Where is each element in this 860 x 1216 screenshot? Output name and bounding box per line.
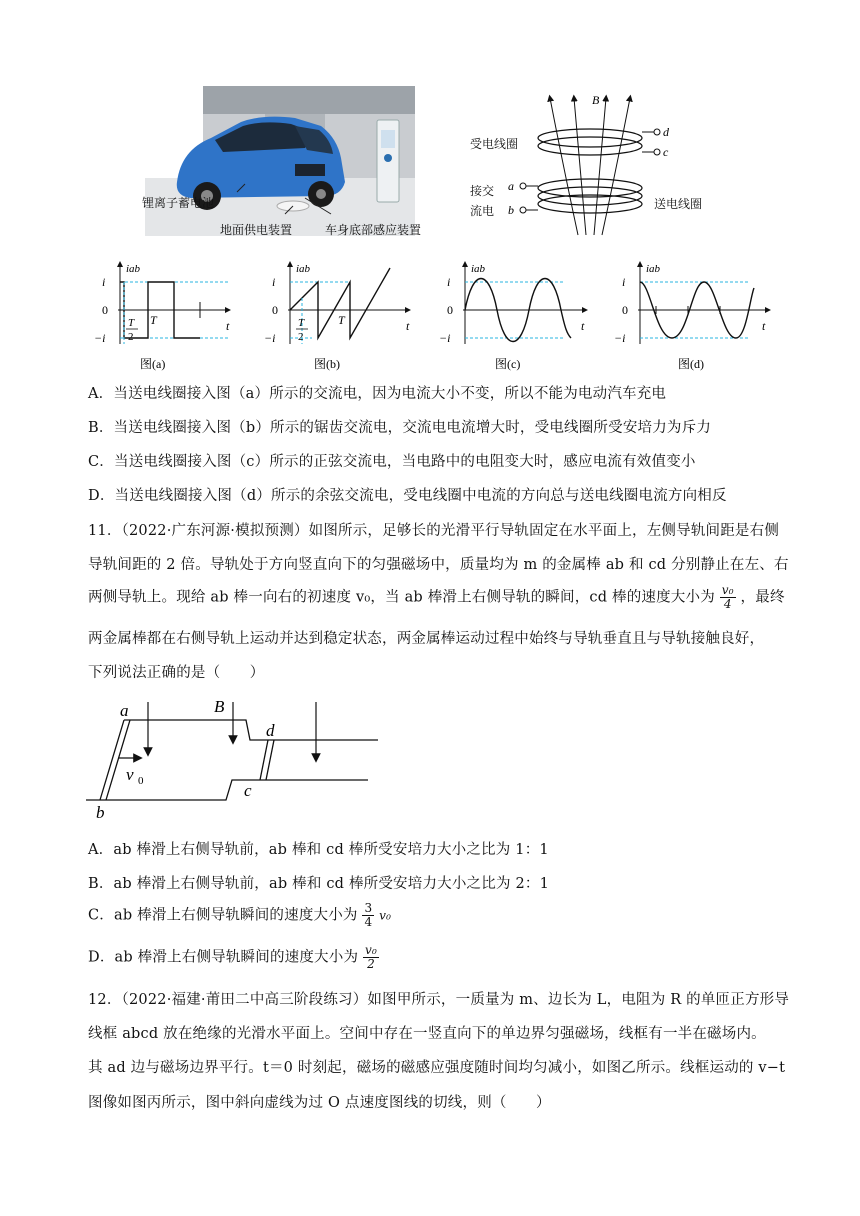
svg-text:t: t [406,319,410,333]
terminal-d: d [663,125,669,139]
caption-c: 图(c) [495,357,521,371]
svg-text:T: T [338,313,345,327]
svg-text:iab: iab [296,263,311,275]
svg-text:−i: −i [264,331,276,345]
caption-d: 图(d) [678,357,704,371]
q11-option-c [88,902,391,929]
svg-text:−i: −i [94,331,106,345]
car-illustration [145,86,415,236]
three-quarters-fraction: $\frac{3}{4}$ [364,901,373,929]
q11-stem-line3-text: 两侧导轨上。现给 ab 棒一向右的初速度 v₀，当 ab 棒滑上右侧导轨的瞬间，cd 棒的速度大小为 [88,589,715,606]
rails-drawing [80,692,390,822]
graph-b [264,263,410,371]
B-field-label: B [592,93,600,107]
q11-stem-line4: 两金属棒都在右侧导轨上运动并达到稳定状态，两金属棒运动过程中始终与导轨垂直且与导轨接触良好， [88,631,765,647]
svg-text:T: T [150,313,157,327]
svg-text:0: 0 [622,303,628,317]
ev-charging-photo [142,86,422,237]
q11-option-c-text: C．ab 棒滑上右侧导轨瞬间的速度大小为 [88,907,358,924]
terminal-b: b [508,203,514,217]
svg-text:iab: iab [646,263,661,275]
svg-text:t: t [762,319,766,333]
graph-a [94,263,230,371]
svg-text:iab: iab [126,263,141,275]
graphs-row [80,258,780,376]
svg-text:i: i [447,275,451,289]
caption-a: 图(a) [140,357,166,371]
svg-text:−i: −i [614,331,626,345]
svg-text:T: T [128,317,135,329]
svg-text:2: 2 [128,331,134,343]
label-B: B [214,697,225,716]
q11-option-b: B．ab 棒滑上右侧导轨前，ab 棒和 cd 棒所受安培力大小之比为 2：1 [88,876,550,892]
q10-option-a: A．当送电线圈接入图（a）所示的交流电，因为电流大小不变，所以不能为电动汽车充电 [88,386,667,402]
q11-stem-line5: 下列说法正确的是（ ） [88,665,265,681]
q11-stem-line3 [88,584,785,611]
receive-coil-label: 受电线圈 [470,137,519,151]
q12-stem-line1: 12．（2022·福建·莆田二中高三阶段练习）如图甲所示，一质量为 m、边长为 L，电阻为 R 的单匝正方形导 [88,992,790,1008]
v0-over-4-fraction: $\frac{\text{v₀}}{4}$ [721,583,734,611]
q12-stem-line2: 线框 abcd 放在绝缘的光滑水平面上。空间中存在一竖直向下的单边界匀强磁场，线框有一半在磁场内。 [88,1026,766,1042]
label-b: b [96,803,105,822]
terminal-a: a [508,179,514,193]
ac-label-line2: 流电 [470,204,495,218]
svg-text:0: 0 [272,303,278,317]
svg-text:0: 0 [102,303,108,317]
q11-option-d-text: D．ab 棒滑上右侧导轨瞬间的速度大小为 [88,949,359,966]
q11-stem-line2: 导轨间距的 2 倍。导轨处于方向竖直向下的匀强磁场中，质量均为 m 的金属棒 ab 和 cd 分别静止在左、右 [88,557,789,573]
label-d: d [266,721,275,740]
bottom-sensor-label: 车身底部感应装置 [325,223,422,237]
q11-stem-line3-tail: ，最终 [740,589,785,606]
graph-d [614,263,768,371]
svg-text:−i: −i [439,331,451,345]
coil-drawing [470,90,710,240]
caption-b: 图(b) [314,357,340,371]
q10-option-c: C．当送电线圈接入图（c）所示的正弦交流电，当电路中的电阻变大时，感应电流有效值变小 [88,454,696,470]
terminal-c: c [663,145,669,159]
ground-supply-label: 地面供电装置 [220,223,293,237]
label-v0: v [126,765,134,784]
q11-option-d [88,944,379,971]
q10-option-b: B．当送电线圈接入图（b）所示的锯齿交流电，交流电电流增大时，受电线圈所受安培力为斥力 [88,420,712,436]
q12-stem-line3: 其 ad 边与磁场边界平行。t＝0 时刻起，磁场的磁感应强度随时间均匀减小，如图乙所示。线框运动的 v−t [88,1060,786,1076]
v0-over-2-fraction: $\frac{\text{v₀}}{2}$ [364,943,377,971]
ac-label-line1: 接交 [470,184,495,198]
q10-option-d: D．当送电线圈接入图（d）所示的余弦交流电，受电线圈中电流的方向总与送电线圈电流方向相反 [88,488,727,504]
svg-text:t: t [226,319,230,333]
svg-text:i: i [272,275,276,289]
label-a: a [120,701,129,720]
svg-text:0: 0 [447,303,453,317]
current-graphs [80,258,780,376]
q11-option-a: A．ab 棒滑上右侧导轨前，ab 棒和 cd 棒所受安培力大小之比为 1：1 [88,842,549,858]
svg-text:T: T [298,317,305,329]
label-c: c [244,781,252,800]
label-v0-sub: 0 [138,775,144,787]
battery-label: 锂离子蓄电池 [142,196,215,210]
q12-stem-line4: 图像如图丙所示，图中斜向虚线为过 O 点速度图线的切线，则（ ） [88,1095,551,1111]
graph-c [439,263,585,371]
q11-option-c-tail: v₀ [379,908,392,923]
svg-text:i: i [622,275,626,289]
coil-diagram [470,90,710,240]
svg-text:t: t [581,319,585,333]
svg-text:iab: iab [471,263,486,275]
send-coil-label: 送电线圈 [654,197,703,211]
rails-diagram [80,692,390,822]
svg-text:i: i [102,275,106,289]
q11-stem-line1: 11．（2022·广东河源·模拟预测）如图所示，足够长的光滑平行导轨固定在水平面上，左侧导轨间距是右侧 [88,523,780,539]
svg-text:2: 2 [298,331,304,343]
